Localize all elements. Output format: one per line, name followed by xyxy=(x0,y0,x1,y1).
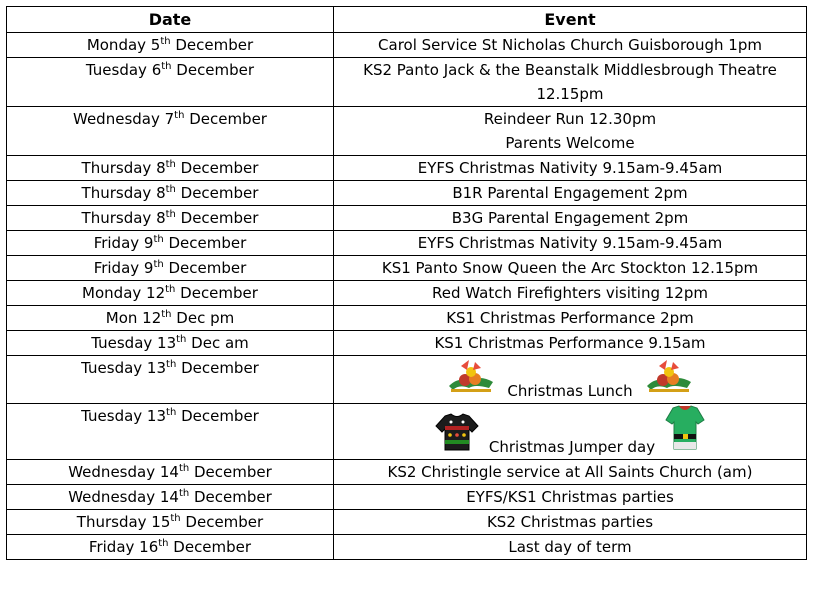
date-day: Tuesday 13 xyxy=(81,407,167,425)
event-cell xyxy=(334,485,807,510)
date-cell xyxy=(7,107,334,156)
date-month: December xyxy=(163,234,247,252)
date-ordinal: th xyxy=(158,538,169,549)
event-cell xyxy=(334,306,807,331)
event-cell xyxy=(334,510,807,535)
table-row xyxy=(7,460,807,485)
event-text: Christmas Jumper day xyxy=(488,438,656,456)
event-cell xyxy=(334,206,807,231)
event-cell xyxy=(334,281,807,306)
date-month: December xyxy=(175,159,259,177)
date-month: December xyxy=(189,463,272,481)
event-cell xyxy=(334,535,807,560)
event-text: Red Watch Firefighters visiting 12pm xyxy=(432,284,708,302)
event-cell xyxy=(334,256,807,281)
date-ordinal: th xyxy=(176,334,187,345)
date-day: Wednesday 14 xyxy=(68,488,179,506)
date-day: Tuesday 13 xyxy=(81,359,167,377)
date-cell xyxy=(7,510,334,535)
date-month: December xyxy=(171,61,255,79)
date-ordinal: th xyxy=(165,284,176,295)
event-cell xyxy=(334,460,807,485)
date-cell xyxy=(7,331,334,356)
date-ordinal: th xyxy=(165,184,176,195)
table-row xyxy=(7,33,807,58)
table-row xyxy=(7,281,807,306)
table-row xyxy=(7,535,807,560)
date-day: Thursday 8 xyxy=(81,184,166,202)
event-cell xyxy=(334,231,807,256)
date-month: December xyxy=(175,184,259,202)
event-text: Reindeer Run 12.30pm xyxy=(483,110,657,128)
holly-sprig-icon xyxy=(445,356,497,403)
table-row xyxy=(7,331,807,356)
date-day: Tuesday 6 xyxy=(85,61,162,79)
date-cell xyxy=(7,156,334,181)
event-text: KS2 Panto Jack & the Beanstalk Middlesbrough Theatre xyxy=(363,61,777,79)
table-row xyxy=(7,306,807,331)
event-text: KS1 Panto Snow Queen the Arc Stockton 12.15pm xyxy=(381,259,759,277)
table-row xyxy=(7,231,807,256)
header-row xyxy=(7,7,807,33)
date-ordinal: th xyxy=(160,36,171,47)
table-row xyxy=(7,356,807,404)
table-row xyxy=(7,510,807,535)
date-day: Wednesday 14 xyxy=(68,463,179,481)
date-month: Dec am xyxy=(186,334,249,352)
table-row xyxy=(7,181,807,206)
christmas-jumper-icon xyxy=(435,412,479,459)
event-text: KS2 Christmas parties xyxy=(486,513,654,531)
date-cell xyxy=(7,485,334,510)
event-cell xyxy=(334,107,807,156)
date-cell xyxy=(7,33,334,58)
event-cell xyxy=(334,356,807,404)
date-day: Mon 12 xyxy=(105,309,162,327)
date-day: Friday 9 xyxy=(93,259,154,277)
event-text: KS2 Christingle service at All Saints Church (am) xyxy=(387,463,753,481)
event-text: B1R Parental Engagement 2pm xyxy=(452,184,688,202)
date-ordinal: th xyxy=(174,110,185,121)
date-month: December xyxy=(176,407,259,425)
date-cell xyxy=(7,535,334,560)
date-day: Friday 9 xyxy=(93,234,154,252)
date-day: Tuesday 13 xyxy=(91,334,177,352)
event-text: KS1 Christmas Performance 9.15am xyxy=(434,334,706,352)
date-header: Date xyxy=(7,7,334,33)
date-ordinal: th xyxy=(165,209,176,220)
event-header: Event xyxy=(334,7,807,33)
date-cell xyxy=(7,404,334,460)
date-cell xyxy=(7,356,334,404)
date-cell xyxy=(7,460,334,485)
event-cell xyxy=(334,331,807,356)
events-table xyxy=(6,6,807,560)
event-text: EYFS Christmas Nativity 9.15am-9.45am xyxy=(417,159,723,177)
event-cell xyxy=(334,181,807,206)
event-text: B3G Parental Engagement 2pm xyxy=(451,209,689,227)
date-month: December xyxy=(175,284,258,302)
table-row xyxy=(7,107,807,156)
holly-sprig-icon xyxy=(643,356,695,403)
date-ordinal: th xyxy=(161,309,172,320)
table-row xyxy=(7,485,807,510)
date-cell xyxy=(7,58,334,107)
event-text: Last day of term xyxy=(508,538,632,556)
date-cell xyxy=(7,256,334,281)
event-text: EYFS/KS1 Christmas parties xyxy=(466,488,674,506)
event-cell xyxy=(334,33,807,58)
christmas-jumper-icon xyxy=(665,404,705,459)
date-ordinal: th xyxy=(178,488,190,499)
date-ordinal: th xyxy=(153,234,164,245)
date-cell xyxy=(7,306,334,331)
date-day: Monday 12 xyxy=(82,284,166,302)
date-month: December xyxy=(180,513,264,531)
date-month: December xyxy=(168,538,252,556)
date-month: Dec pm xyxy=(171,309,235,327)
table-row xyxy=(7,58,807,107)
date-cell xyxy=(7,206,334,231)
event-text: Christmas Lunch xyxy=(507,382,633,400)
event-cell xyxy=(334,404,807,460)
date-month: December xyxy=(175,209,259,227)
date-month: December xyxy=(189,488,272,506)
event-text: KS1 Christmas Performance 2pm xyxy=(446,309,694,327)
event-text: EYFS Christmas Nativity 9.15am-9.45am xyxy=(417,234,723,252)
event-text: 12.15pm xyxy=(536,85,604,103)
date-ordinal: th xyxy=(178,463,190,474)
date-month: December xyxy=(176,359,259,377)
date-cell xyxy=(7,231,334,256)
event-cell xyxy=(334,156,807,181)
date-month: December xyxy=(170,36,254,54)
date-ordinal: th xyxy=(153,259,164,270)
date-ordinal: th xyxy=(165,159,176,170)
date-ordinal: th xyxy=(161,61,172,72)
date-ordinal: th xyxy=(166,407,177,418)
date-month: December xyxy=(184,110,267,128)
date-ordinal: th xyxy=(166,359,177,370)
table-row xyxy=(7,404,807,460)
event-text: Parents Welcome xyxy=(505,134,635,152)
date-cell xyxy=(7,281,334,306)
table-body xyxy=(7,33,807,560)
date-day: Thursday 8 xyxy=(81,209,166,227)
date-day: Friday 16 xyxy=(88,538,159,556)
table-row xyxy=(7,256,807,281)
table-row xyxy=(7,156,807,181)
event-cell xyxy=(334,58,807,107)
event-text: Carol Service St Nicholas Church Guisborough 1pm xyxy=(378,36,762,54)
date-day: Thursday 15 xyxy=(76,513,171,531)
date-cell xyxy=(7,181,334,206)
date-ordinal: th xyxy=(170,513,181,524)
date-day: Thursday 8 xyxy=(81,159,166,177)
date-month: December xyxy=(163,259,247,277)
date-day: Monday 5 xyxy=(86,36,161,54)
table-row xyxy=(7,206,807,231)
date-day: Wednesday 7 xyxy=(73,110,175,128)
